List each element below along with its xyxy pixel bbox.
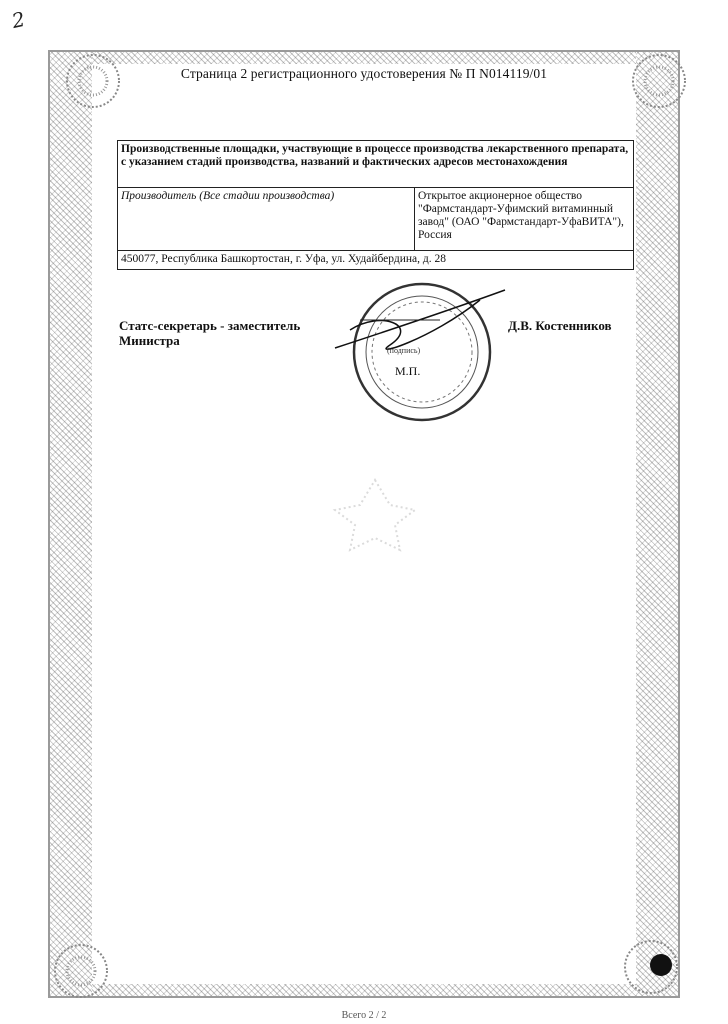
frame-border-right (636, 52, 678, 996)
manufacturer-address: 450077, Республика Башкортостан, г. Уфа, ул. Худайбердина, д. 28 (118, 251, 634, 270)
handwritten-page-number: 2 (9, 6, 28, 34)
table-row (118, 141, 634, 188)
production-sites-table (117, 140, 634, 270)
page-title: Страница 2 регистрационного удостоверения № П N014119/01 (180, 66, 548, 81)
table-row (118, 251, 634, 270)
signature-caption: (подпись) (387, 346, 421, 355)
page-footer: Всего 2 / 2 (341, 1010, 387, 1021)
emblem-watermark-icon (320, 470, 430, 560)
signatory-position-line2: Министра (119, 333, 180, 348)
frame-border-top (92, 52, 636, 64)
signatory-position-line1: Статс-секретарь - заместитель (119, 318, 301, 333)
stamp-place-label: М.П. (395, 364, 421, 378)
manufacturer-organization: Открытое акционерное общество "Фармстандарт-Уфимский витаминный завод" (ОАО "Фармстандарт-УфаВИТА"), Россия (415, 188, 634, 251)
frame-border-left (50, 52, 92, 996)
manufacturer-role: Производитель (Все стадии производства) (118, 188, 415, 251)
signature-stroke (335, 290, 505, 348)
frame-border-bottom (92, 984, 636, 996)
table-heading: Производственные площадки, участвующие в процессе производства лекарственного препарата, с указанием стадий производства, названий и фактических адресов местонахождения (118, 141, 634, 188)
signatory-name: Д.В. Костенников (508, 318, 612, 333)
rosette-bottom-right-icon (620, 936, 682, 998)
signatory-position (119, 318, 300, 348)
rosette-bottom-left-icon (50, 940, 112, 1002)
table-row (118, 188, 634, 251)
